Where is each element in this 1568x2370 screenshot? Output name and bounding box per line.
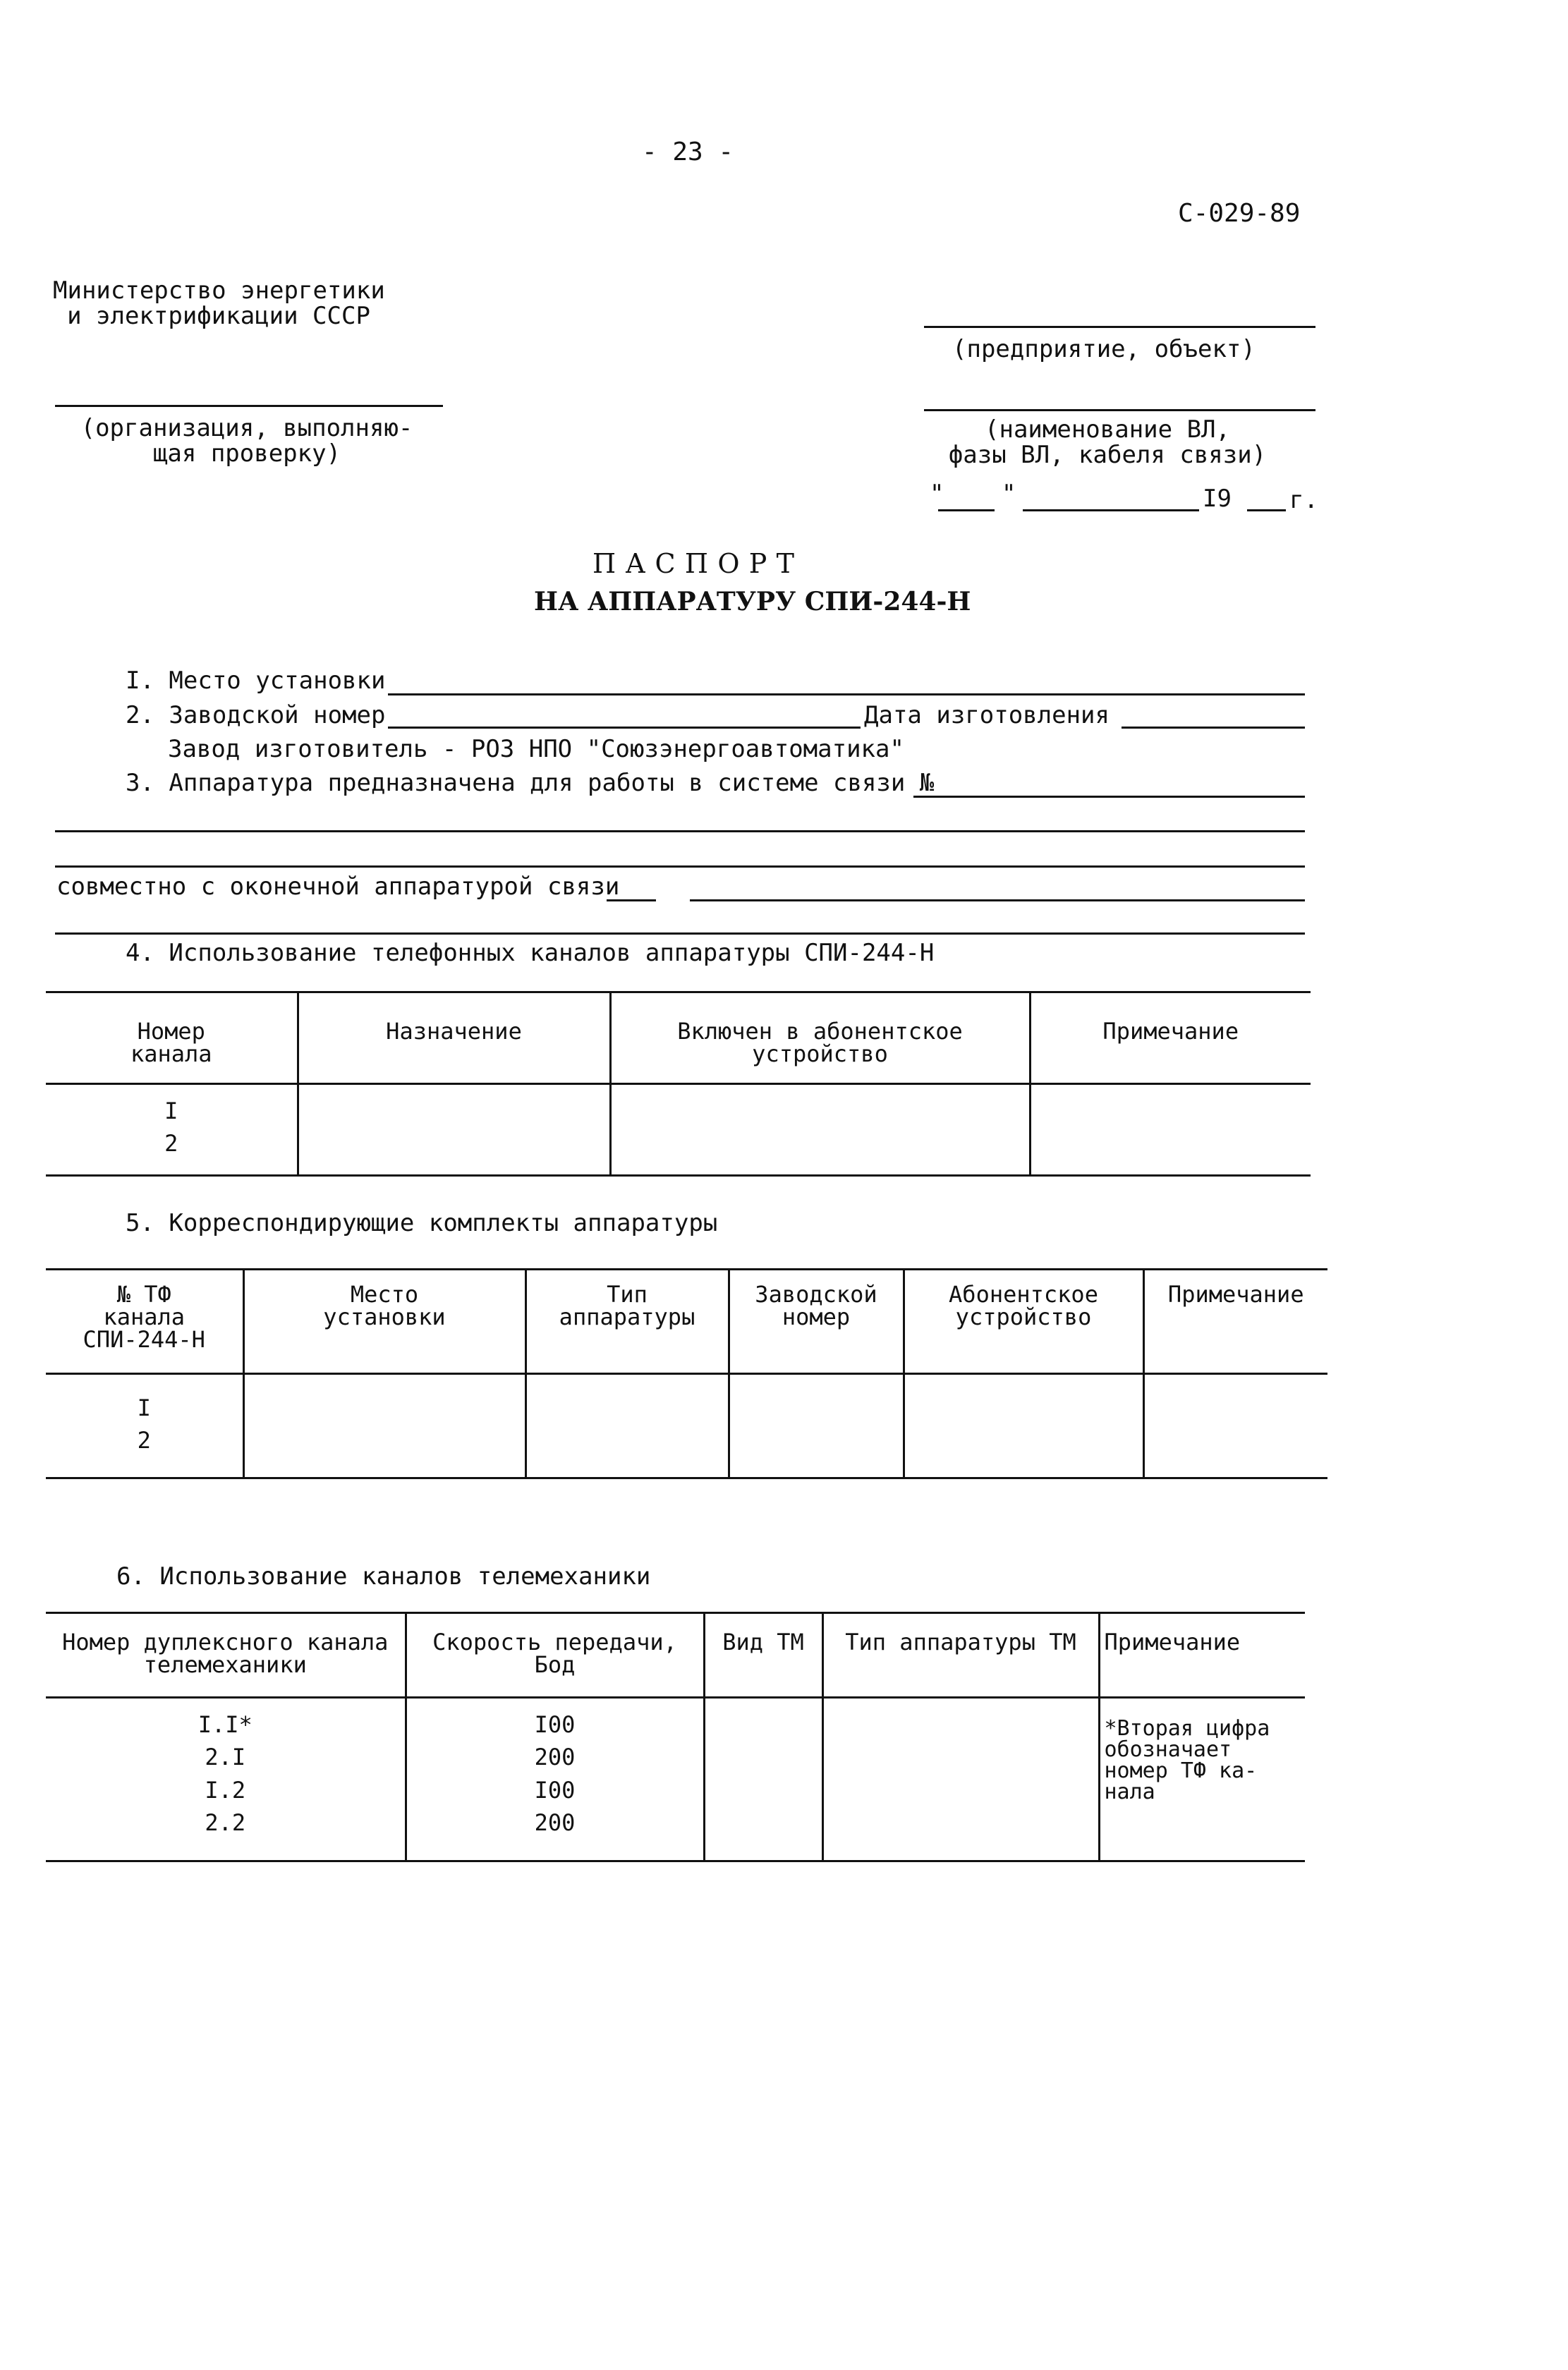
- field-terminal-equipment-line-short: [607, 899, 656, 901]
- column-header-tf-channel: № ТФ канала СПИ-244-Н: [83, 1281, 205, 1353]
- ministry-name: [53, 276, 385, 330]
- column-header-channel-number: Номер канала: [130, 1018, 212, 1067]
- ministry-line-1: Министерство энергетики: [53, 276, 385, 305]
- column-header-purpose: Назначение: [298, 992, 610, 1084]
- subscriber-device-cell: [610, 1084, 1030, 1176]
- blank-line-2: [55, 865, 1305, 868]
- field-serial-number-line: [388, 727, 861, 729]
- subscriber-device-cell: [904, 1374, 1143, 1478]
- column-header-note: Примечание: [1099, 1613, 1305, 1698]
- organization-caption-line-1: (организация, выполняю-: [80, 414, 413, 442]
- date-quote-close: ": [1002, 480, 1016, 508]
- document-title: ПАСПОРТ: [592, 548, 804, 579]
- corresponding-sets-table: [46, 1268, 1327, 1479]
- equipment-type-cell: [525, 1374, 729, 1478]
- document-code: С-029-89: [1178, 199, 1301, 228]
- field-installation-place-line: [388, 693, 1305, 695]
- column-header-tm-equipment-type: Тип аппаратуры ТМ: [822, 1613, 1099, 1698]
- tm-kind-cell: [704, 1698, 822, 1861]
- column-header-subscriber-device: Абонентское устройство: [904, 1270, 1143, 1374]
- purpose-cell: [298, 1084, 610, 1176]
- transfer-speeds-cell: I00 200 I00 200: [406, 1698, 704, 1861]
- telemechanics-channels-table: [46, 1612, 1305, 1862]
- section-5-title: 5. Корреспондирующие комплекты аппаратуры: [126, 1209, 718, 1237]
- footnote-note-cell: *Вторая цифра обозначает номер ТФ ка- нала: [1099, 1698, 1305, 1861]
- page-number: - 23 -: [642, 138, 734, 166]
- enterprise-line: [924, 326, 1315, 328]
- date-quote-open: ": [930, 480, 944, 508]
- column-header-note: Примечание: [1143, 1270, 1327, 1374]
- enterprise-caption: (предприятие, объект): [952, 335, 1256, 363]
- field-serial-number-label: 2. Заводской номер: [126, 701, 386, 729]
- field-terminal-equipment-line-long: [690, 899, 1305, 901]
- power-line-name-line: [924, 409, 1315, 411]
- column-header-duplex-channel: Номер дуплексного канала телемеханики: [62, 1629, 389, 1678]
- field-system-label: 3. Аппаратура предназначена для работы в системе связи №: [126, 769, 935, 797]
- blank-line-1: [55, 830, 1305, 832]
- date-year-line: [1247, 509, 1286, 511]
- serial-number-cell: [729, 1374, 904, 1478]
- field-installation-place-label: I. Место установки: [126, 667, 386, 695]
- column-header-note: Примечание: [1030, 992, 1311, 1084]
- channel-numbers-cell: I 2: [164, 1098, 178, 1157]
- organization-caption: [71, 416, 423, 466]
- ministry-line-2: и электрификации СССР: [67, 301, 370, 330]
- column-header-transfer-speed: Скорость передачи, Бод: [406, 1613, 704, 1698]
- column-header-serial-number: Заводской номер: [729, 1270, 904, 1374]
- telephone-channels-table: [46, 991, 1311, 1177]
- power-line-caption: [931, 415, 1284, 469]
- organization-caption-line-2: щая проверку): [152, 439, 341, 468]
- date-month-line: [1023, 509, 1199, 511]
- tf-channel-numbers-cell: I 2: [137, 1394, 151, 1454]
- power-line-caption-line-2: фазы ВЛ, кабеля связи): [948, 440, 1267, 469]
- section-4-title: 4. Использование телефонных каналов аппаратуры СПИ-244-Н: [126, 939, 935, 967]
- field-manufacture-date-label: Дата изготовления: [864, 701, 1110, 729]
- note-cell: [1143, 1374, 1327, 1478]
- date-year-suffix: г.: [1289, 486, 1318, 514]
- field-manufacture-date-line: [1122, 727, 1305, 729]
- note-cell: [1030, 1084, 1311, 1176]
- field-terminal-equipment-label: совместно с оконечной аппаратурой связи: [56, 873, 620, 901]
- power-line-caption-line-1: (наименование ВЛ,: [985, 415, 1230, 444]
- manufacturer-text: Завод изготовитель - РОЗ НПО "Союзэнергоавтоматика": [168, 735, 904, 763]
- column-header-subscriber-device: Включен в абонентское устройство: [610, 992, 1030, 1084]
- column-header-installation-place: Место установки: [243, 1270, 525, 1374]
- document-subtitle: НА АППАРАТУРУ СПИ-244-Н: [534, 587, 971, 616]
- date-year-prefix: I9: [1203, 485, 1232, 513]
- column-header-equipment-type: Тип аппаратуры: [525, 1270, 729, 1374]
- blank-line-3: [55, 932, 1305, 935]
- installation-place-cell: [243, 1374, 525, 1478]
- date-day-line: [938, 509, 995, 511]
- section-6-title: 6. Использование каналов телемеханики: [116, 1562, 651, 1591]
- tm-equipment-type-cell: [822, 1698, 1099, 1861]
- organization-line: [55, 405, 443, 407]
- field-system-line: [913, 796, 1305, 798]
- column-header-tm-kind: Вид ТМ: [704, 1613, 822, 1698]
- duplex-channel-numbers-cell: I.I* 2.I I.2 2.2: [197, 1711, 253, 1837]
